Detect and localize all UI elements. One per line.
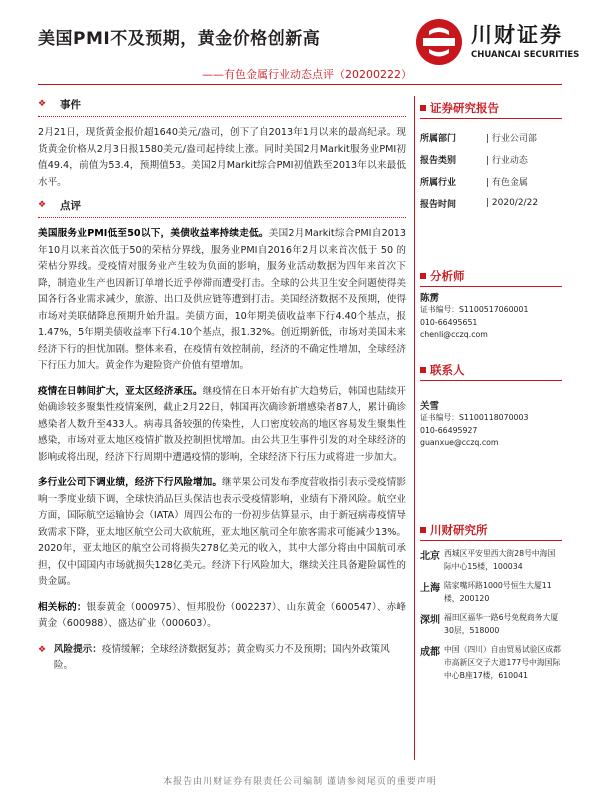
diamond-bullet-icon: ❖ <box>38 200 47 210</box>
office-item: 上海 陆家嘴环路1000号恒生大厦11楼，200120 <box>420 581 552 603</box>
risk-warning: ❖ 风险提示：疫情缓解；全球经济数据复苏；黄金购买力不及预期；国内外政策风险。 <box>38 642 406 675</box>
info-row: 报告时间 | 2020/2/22 <box>420 198 539 210</box>
comment-heading: 点评 <box>60 199 81 212</box>
institute-head <box>420 522 562 541</box>
analyst-cert: 证书编号：S1100517060001 <box>420 305 529 314</box>
events-section-head <box>38 95 406 113</box>
report-info-head <box>420 100 562 119</box>
report-info-panel <box>420 100 562 214</box>
red-square-icon <box>420 367 426 373</box>
red-square-icon <box>420 105 426 111</box>
comment-divider <box>38 217 406 218</box>
report-subtitle: ——有色金属行业动态点评（20200222） <box>202 68 412 81</box>
red-square-icon <box>420 273 426 279</box>
institute-panel <box>420 522 562 682</box>
events-divider <box>38 116 406 117</box>
analyst-heading: 分析师 <box>430 269 465 283</box>
contact-name: 关雪 <box>420 401 440 412</box>
comment-paragraph-3: 多行业公司下调业绩，经济下行风险增加。继苹果公司发布季度营收指引表示受疫情影响一季度业绩下调，全球快消品巨头保洁也表示受疫情影响，业绩有下滑风险。航空业方面，国际航空运输协会（IATA）周四公布的一份初步估算显示，由于新冠病毒疫情导致需求下降，亚太地区航空公司大砍航班，亚太地区航司全年旅客需求可能减少13%。2020年，亚太地区的航空公司将损失278亿美元的收入，其中大部分将由中国航司承担，仅中国国内市场就损失128亿美元。经济下行风险加大，继续关注具备避险属性的贵金属。 <box>38 477 407 587</box>
comment-paragraph-2: 疫情在日韩间扩大，亚太区经济承压。继疫情在日本开始有扩大趋势后，韩国也陆续开始确诊较多聚集性疫情案例，截止2月22日，韩国再次确诊新增感染者87人，累计确诊感染者人数升至433人。病毒具备较强的传染性，人口密度较高的地区容易发生聚集性感染，市场对亚太地区疫情扩散及控制担忧增加。由公共卫生事件引发的对全球经济的影响或将出现，经济下行周期中遭遇疫情的影响，全球经济下行压力或将进一步加大。 <box>38 385 407 463</box>
comment-section-head <box>38 196 406 214</box>
office-item: 北京 西城区平安里西大街28号中海国际中心15楼，100034 <box>420 549 556 571</box>
logo-chinese-name: 川财证券 <box>471 23 563 47</box>
institute-heading: 川财研究所 <box>430 523 488 537</box>
header-divider <box>38 84 562 85</box>
company-logo <box>413 16 580 68</box>
contact-head <box>420 362 562 381</box>
analyst-phone: 010-66495651 <box>420 317 478 327</box>
analyst-head <box>420 268 562 287</box>
info-row: 报告类别 | 行业动态 <box>420 155 528 166</box>
chuancai-logo-icon <box>415 18 463 66</box>
analyst-name: 陈雳 <box>420 293 440 304</box>
events-text: 2月21日，现货黄金报价超1640美元/盎司，创下了自2013年1月以来的最高纪录。现货黄金价格从2月3日报1580美元/盎司起持续上涨。同时美国2月Markit服务业PMI初值49.4，前值为53.4，预期值53。美国2月Markit综合PMI初值跌至2013年以来最低水平。 <box>38 127 406 188</box>
office-item: 成都 中国（四川）自由贸易试验区成都市高新区交子大道177号中海国际中心B座17楼，610041 <box>420 645 561 680</box>
contact-cert: 证书编号：S1100118070003 <box>420 413 529 422</box>
red-square-icon <box>420 527 426 533</box>
info-row: 所属部门 | 行业公司部 <box>420 133 537 144</box>
info-row: 所属行业 | 有色金属 <box>420 177 528 188</box>
contact-heading: 联系人 <box>430 363 465 377</box>
contact-panel <box>420 362 562 450</box>
related-stocks: 相关标的：银泰黄金（000975）、恒邦股份（002237）、山东黄金（600547）、赤峰黄金（600988）、盛达矿业（000603）。 <box>38 601 407 629</box>
diamond-bullet-icon: ❖ <box>38 644 47 655</box>
page-footer: 本报告由川财证券有限责任公司编制 谨请参阅尾页的重要声明 <box>163 777 437 787</box>
main-content <box>38 95 406 675</box>
office-item: 深圳 福田区福华一路6号免税商务大厦30层，518000 <box>420 613 559 635</box>
diamond-bullet-icon: ❖ <box>38 99 47 109</box>
contact-phone: 010-66495927 <box>420 425 478 435</box>
report-info-heading: 证券研究报告 <box>430 101 499 115</box>
logo-english-name: CHUANCAI SECURITIES <box>471 50 580 60</box>
comment-paragraph-1: 美国服务业PMI低至50以下，美债收益率持续走低。美国2月Markit综合PMI自2013年10月以来首次低于50的荣枯分界线，服务业PMI自2016年2月以来首次低于 50 的荣枯分界线。受疫情对服务业产生较为负面的影响，服务业活动数据为四年来首次下降，制造业生产也因新订单增长近乎停滞而遭受打击。全球的公共卫生安全问题使得美国各行各业需求减少，旅游、出口及供应链等遭到打击。美国经济数据不及预期，使得市场对美联储降息预期升始升温。美债方面，10年期美债收益率下行4.40个基点，报1.47%，5年期美债收益率下行4.10个基点，报1.32%。创近期新低，市场对美国未来经济下行的担忧加剧。整体来看，在疫情有效控制前，经济的不确定性增加，全球经济下行压力加大。黄金作为避险资产价值有望增加。 <box>38 228 407 371</box>
analyst-panel <box>420 268 562 342</box>
contact-email[interactable]: guanxue@cczq.com <box>420 438 499 447</box>
column-divider <box>414 96 415 760</box>
report-title: 美国PMI不及预期，黄金价格创新高 <box>38 29 321 49</box>
events-heading: 事件 <box>60 98 81 111</box>
analyst-email[interactable]: chenli@cczq.com <box>420 330 488 339</box>
